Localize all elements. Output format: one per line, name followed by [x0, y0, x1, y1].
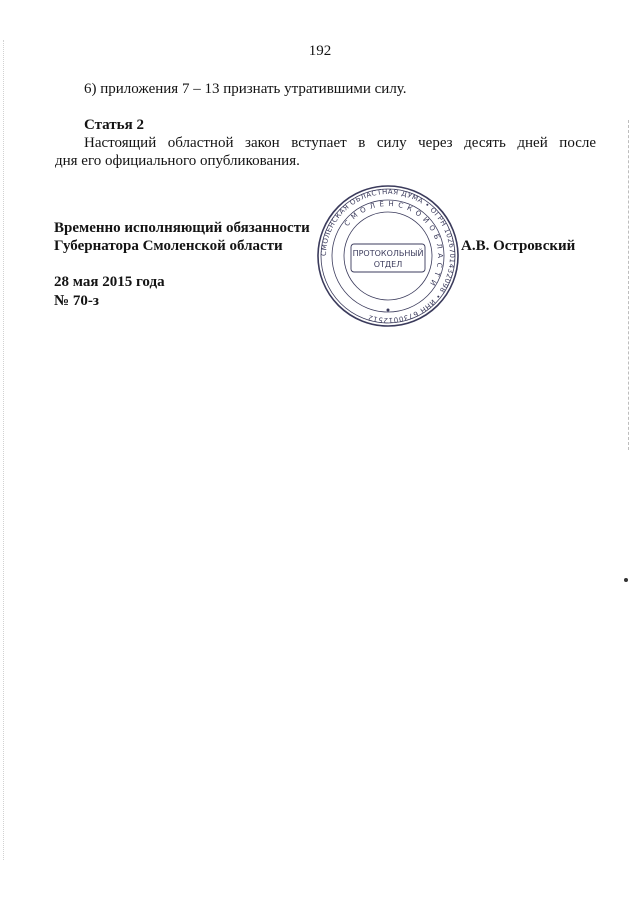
- article-text-line-2: дня его официального опубликования.: [55, 153, 300, 169]
- scan-right-edge: [628, 120, 629, 450]
- seal-star-mark: [387, 309, 390, 312]
- signatory-title-line-2: Губернатора Смоленской области: [54, 238, 283, 254]
- signatory-name: А.В. Островский: [461, 238, 576, 254]
- law-number: № 70-з: [54, 293, 99, 309]
- scan-left-edge: [3, 40, 4, 860]
- article-text-line-1: Настоящий областной закон вступает в силу через десять дней после: [84, 135, 596, 151]
- scan-speck: [624, 578, 628, 582]
- page-number: 192: [308, 43, 332, 59]
- seal-center-line-2: ОТДЕЛ: [373, 260, 403, 269]
- official-seal: [316, 184, 460, 328]
- law-date: 28 мая 2015 года: [54, 274, 165, 290]
- seal-center-line-1: ПРОТОКОЛЬНЫЙ: [352, 249, 424, 258]
- list-item-6: 6) приложения 7 – 13 признать утратившими силу.: [84, 81, 407, 97]
- seal-inner-ring-text: С М О Л Е Н С К О Й О Б Л А С Т И: [342, 199, 445, 288]
- article-heading: Статья 2: [84, 117, 144, 133]
- seal-outer-ring-text: СМОЛЕНСКАЯ ОБЛАСТНАЯ ДУМА • ОГРН 1026701432098 • ИНН 6730012512: [319, 187, 456, 325]
- signatory-title-line-1: Временно исполняющий обязанности: [54, 220, 310, 236]
